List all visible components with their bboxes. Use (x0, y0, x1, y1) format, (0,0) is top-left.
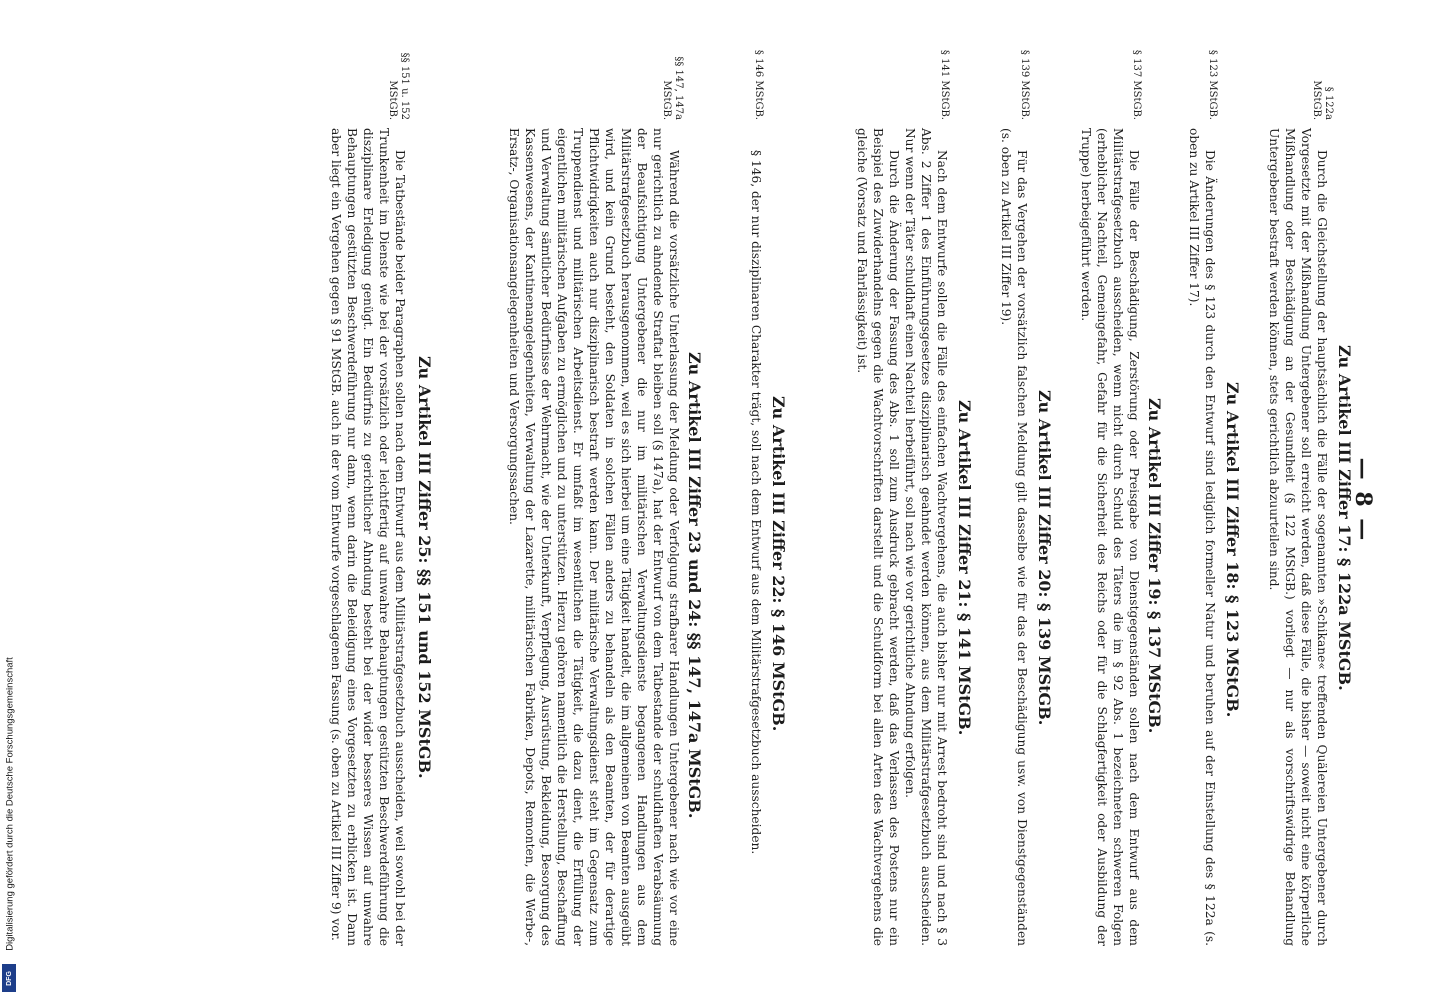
margin-note-text: § 137 MStGB. (1131, 49, 1142, 120)
section-heading: Zu Artikel III Ziffer 22: § 146 MStGB. (769, 396, 788, 732)
section-heading: Zu Artikel III Ziffer 19: § 137 MStGB. (1145, 398, 1164, 734)
footer-text: Digitalisierung gefördert durch die Deutsche Forschungsgemeinschaft (4, 657, 16, 951)
section-heading: Zu Artikel III Ziffer 18: § 123 MStGB. (1223, 382, 1242, 718)
margin-note (1018, 40, 1030, 120)
margin-note-text: §§ 151 u. 152 MStGB. (387, 52, 410, 120)
section-body (1266, 128, 1330, 946)
section-body (998, 128, 1030, 946)
section-heading: Zu Artikel III Ziffer 21: § 141 MStGB. (955, 400, 974, 736)
margin-note (1310, 40, 1334, 120)
section-heading: Zu Artikel III Ziffer 17: § 122a MStGB. (1335, 345, 1354, 691)
paragraph: Die Änderungen des § 123 durch den Entwurf sind lediglich formeller Natur und beruhen auf der Einstellung des § 122a (s. oben zu Artikel III Ziffer 17). (1187, 128, 1217, 946)
margin-note-text: § 139 MStGB. (1019, 49, 1030, 120)
paragraph: Nach dem Entwurfe sollen die Fälle des einfachen Wachtvergehens, die auch bisher nur mit Arrest bedroht sind und nach § 3 Abs. 2 Ziffer 1 des Einführungsgesetzes disziplinarisch geahndet werden können, aus dem Militärstrafgesetzbuch ausscheiden. Nur wenn der Täter schuldhaft einen Nachteil herbeiführt, soll nach wie vor gerichtliche Ahndung erfolgen. (903, 128, 949, 946)
paragraph: Die Fälle der Beschädigung, Zerstörung oder Preisgabe von Dienstgegenständen sollen nach dem Entwurf aus dem Militärstrafgesetzbuch ausscheiden, wenn nicht durch Schuld des Täters die im § 92 Abs. 1 bezeichneten schweren Folgen (erheblicher Nachteil, Gemeingefahr, Gefahr für die Sicherheit des Reichs oder für die Schlagfertigkeit oder Ausbildung der Truppe) herbeigeführt werden. (1079, 128, 1141, 946)
paragraph: Die Tatbestände beider Paragraphen sollen nach dem Entwurf aus dem Militärstrafgesetzbuch ausscheiden, weil sowohl bei der Trunkenheit im Dienste wie bei der vorsätzlich oder leichtfertig auf unwahre Behauptungen gestützten Beschwerdeführung die disziplinare Erledigung genügt. Ein Bedürfnis zu gerichtlicher Ahndung besteht bei der wider besseres Wissen auf unwahre Behauptungen gestützten Beschwerdeführung nur dann, wenn darin die Beleidigung eines Vorgesetzten zu erblicken ist. Dann aber liegt ein Vergehen gegen § 91 MStGB. auch in der vom Entwurfe vorgeschlagenen Fassung (s. oben zu Artikel III Ziffer 9) vor. (329, 128, 407, 946)
margin-note (938, 40, 950, 120)
margin-note-text: § 146 MStGB. (753, 49, 764, 120)
paragraph: Für das Vergehen der vorsätzlich falschen Meldung gilt dasselbe wie für das der Beschädigung usw. von Dienstgegenständen (s. oben zu Artikel III Ziffer 19). (999, 128, 1029, 946)
margin-note (752, 40, 764, 120)
margin-note (386, 28, 410, 120)
margin-note (1130, 40, 1142, 120)
margin-note-text: §§ 147, 147a MStGB. (661, 56, 684, 120)
paragraph: Durch die Gleichstellung der hauptsächlich die Fälle der sogenannten »Schikane« treffenden Quälereien Untergebener durch Vorgesetzte mit der Mißhandlung Untergebener soll erreicht werden, daß diese Fälle, die bisher — soweit nicht eine körperliche Mißhandlung oder Beschädigung an der Gesundheit (§ 122 MStGB.) vorliegt — nur als vorschriftswidrige Behandlung Untergebener bestraft werden können, stets gerichtlich abzuurteilen sind. (1267, 128, 1329, 946)
dfg-logo-text: DFG (5, 970, 13, 986)
paragraph: Während die vorsätzliche Unterlassung der Meldung oder Verfolgung strafbarer Handlungen Untergebener nach wie vor eine nur gerichtlich zu ahndende Straftat bleiben soll (§ 147a), hat der Entwurf von dem Tatbestande der schuldhaften Verabsäumung der Beaufsichtigung Untergebener die nur im militärischen Verwaltungsdienste begangenen Handlungen aus dem Militärstrafgesetzbuch herausgenommen, weil es sich hierbei um eine Tätigkeit handelt, die im allgemeinen von Beamten ausgeübt wird, und kein Grund besteht, den Soldaten in solchen Fällen anders zu behandeln als den Beamten, der für derartige Pflichtwidrigkeiten auch nur disziplinarisch bestraft werden kann. Der militärische Verwaltungsdienst steht im Gegensatz zum Truppendienst und militärischen Arbeitsdienst. Er umfaßt im wesentlichen die Tätigkeit, die dazu dient, die Erfüllung der eigentlichen militärischen Aufgaben zu ermöglichen und zu unterstützen. Hierzu gehören namentlich die Herstellung, Beschaffung und Verwaltung sämtlicher Bedürfnisse der Wehrmacht, wie der Unterkunft, Verpflegung, Ausrüstung, Bekleidung, Besorgung des Kassenwesens, der Kantinenangelegenheiten, Verwaltung der Lazarette, militärischen Fabriken, Depots, Remonten, die Werbe-, Ersatz-, Organisationsangelegenheiten und Versorgungssachen. (507, 128, 681, 946)
margin-note-text: § 141 MStGB. (939, 49, 950, 120)
digitization-footer (0, 608, 20, 1000)
section-heading: Zu Artikel III Ziffer 23 und 24: §§ 147, 147a MStGB. (685, 352, 704, 819)
paragraph: Durch die Änderung der Fassung des Abs. 1 soll zum Ausdruck gebracht werden, daß das Verlassen des Postens nur ein Beispiel des Zuwiderhandelns gegen die Wachtvorschriften darstellt und die Schuldform bei allen Arten des Wachtvergehens die gleiche (Vorsatz und Fahrlässigkeit) ist. (855, 128, 901, 946)
section-body (506, 128, 682, 946)
section-body (1078, 128, 1142, 946)
margin-note-text: § 122a MStGB. (1311, 80, 1334, 120)
section-body (748, 128, 764, 946)
section-body (328, 128, 408, 946)
margin-note (1206, 40, 1218, 120)
section-heading: Zu Artikel III Ziffer 25: §§ 151 und 152 MStGB. (415, 356, 434, 779)
section-body (1186, 128, 1218, 946)
section-body (854, 128, 950, 946)
paragraph: § 146, der nur disziplinaren Charakter trägt, soll nach dem Entwurf aus dem Militärstrafgesetzbuch ausscheiden. (749, 150, 763, 855)
page-number: — 8 — (1350, 457, 1376, 543)
dfg-logo-icon (2, 964, 16, 992)
margin-note-text: § 123 MStGB. (1207, 49, 1218, 120)
section-heading: Zu Artikel III Ziffer 20: § 139 MStGB. (1035, 390, 1054, 726)
margin-note (660, 30, 684, 120)
